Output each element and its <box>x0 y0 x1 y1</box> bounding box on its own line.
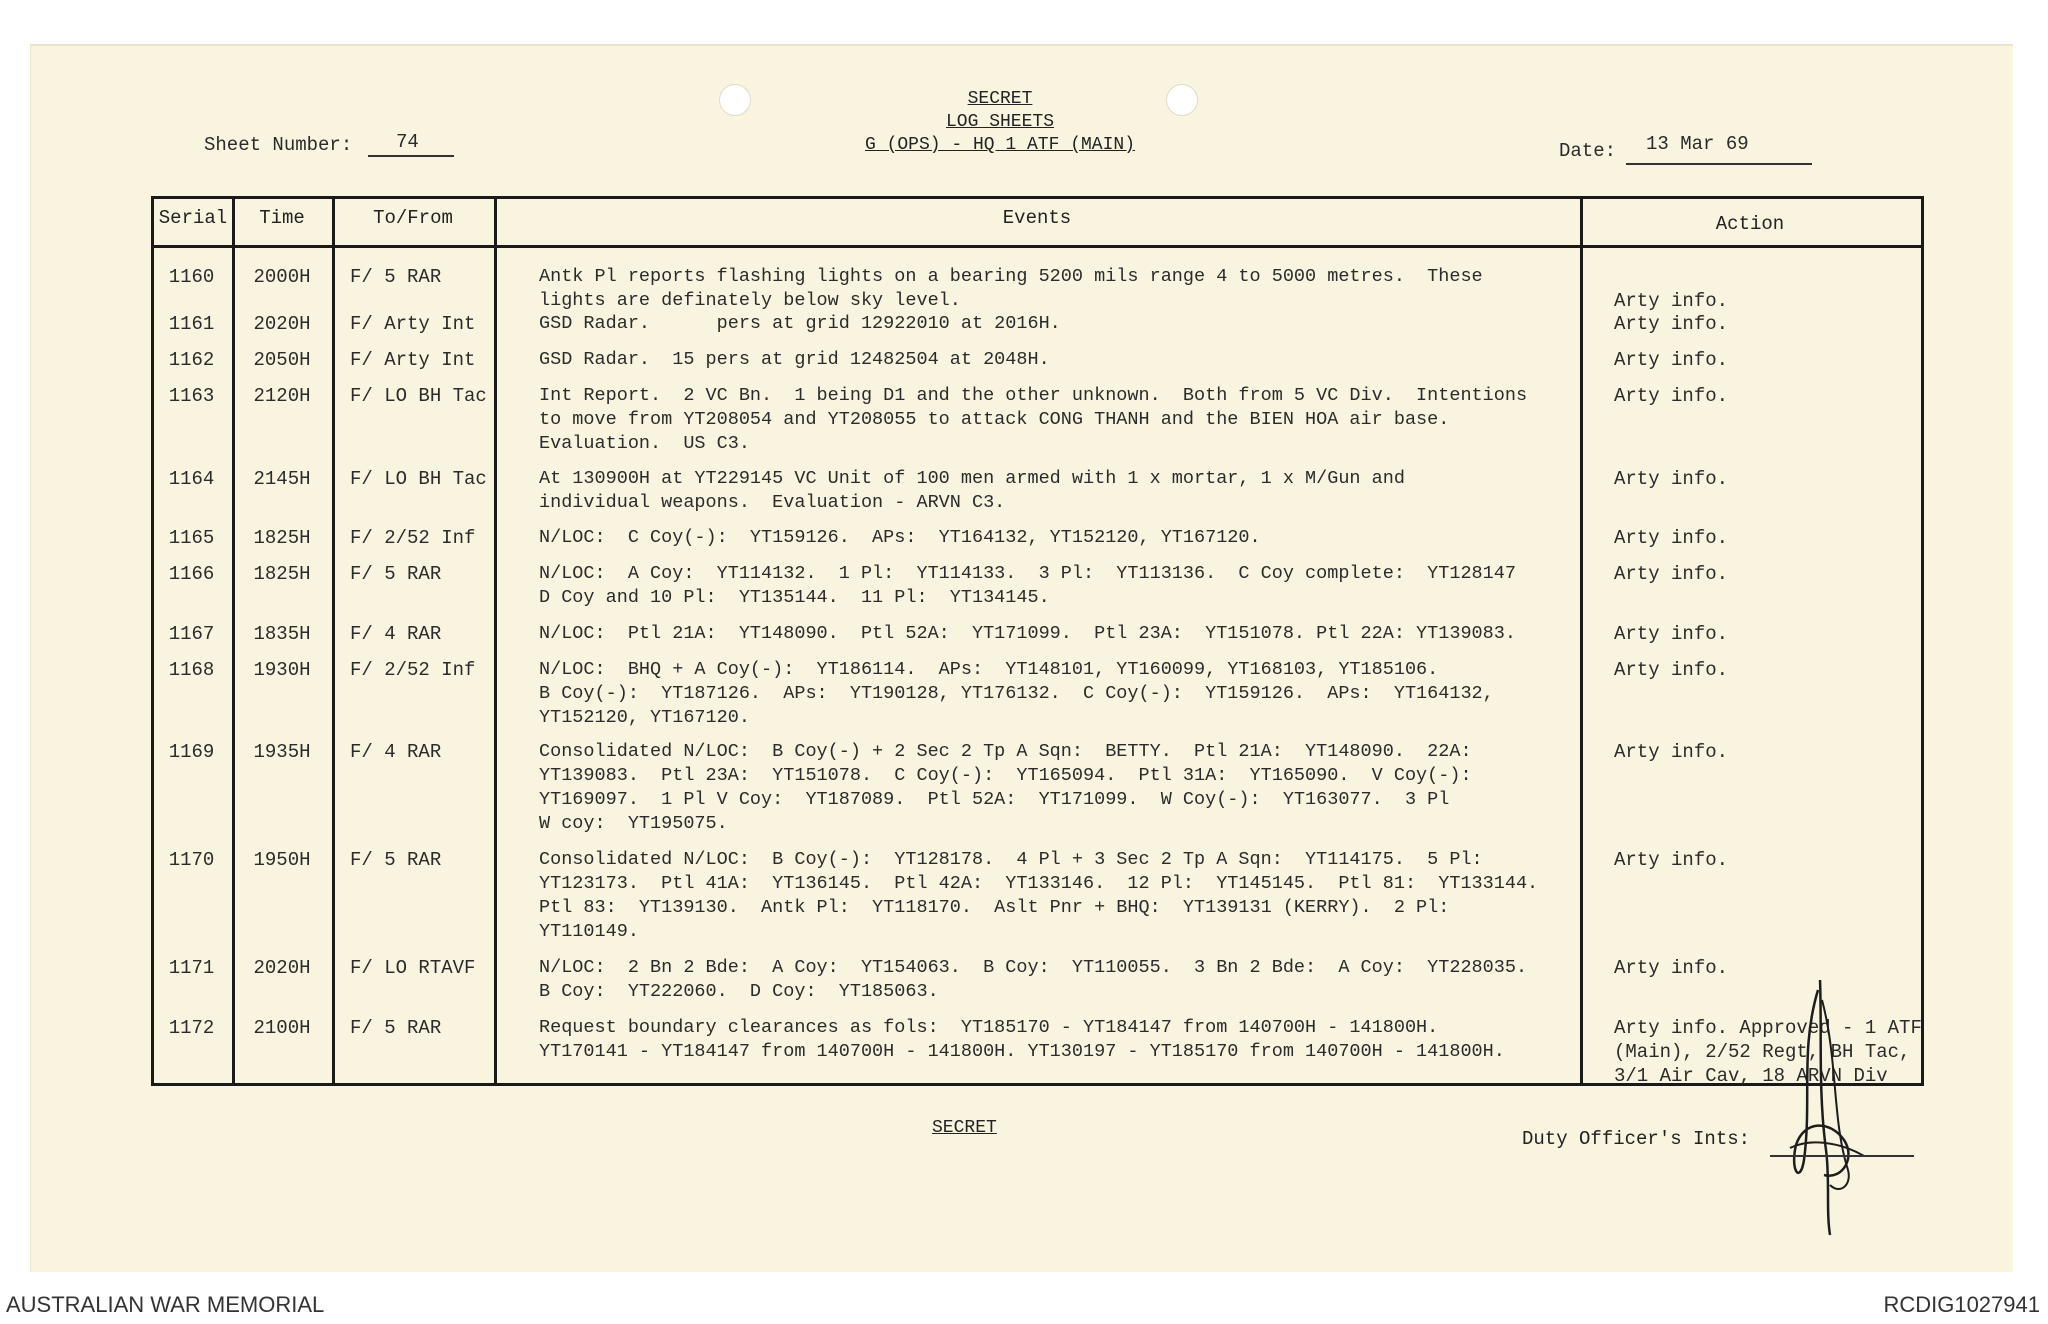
log-table <box>151 196 1924 1086</box>
time-cell: 1825H <box>253 527 311 549</box>
tofrom-cell: F/ 4 RAR <box>350 741 442 763</box>
time-cell: 2020H <box>253 957 311 979</box>
serial-cell: 1166 <box>168 563 215 585</box>
action-cell: Arty info. <box>1614 313 1729 335</box>
col-divider <box>332 199 335 1083</box>
events-cell: N/LOC: 2 Bn 2 Bde: A Coy: YT154063. B Coy: YT110055. 3 Bn 2 Bde: A Coy: YT228035. B Coy: YT222060. D Coy: YT185063. <box>539 957 1528 1002</box>
action-cell: Arty info. Approved - 1 ATF (Main), 2/52 Regt, BH Tac, 3/1 Air Cav, 18 ARVN Div <box>1614 1017 1922 1087</box>
time-cell: 2145H <box>253 468 311 490</box>
action-cell: Arty info. <box>1614 527 1729 549</box>
tofrom-cell: F/ LO BH Tac <box>350 385 487 407</box>
time-cell: 1835H <box>253 623 311 645</box>
events-cell: N/LOC: BHQ + A Coy(-): YT186114. APs: YT148101, YT160099, YT168103, YT185106. B Coy(-): YT187126. APs: YT190128, YT176132. C Coy(-): YT159126. APs: YT164132, YT152120, YT167120. <box>539 659 1494 728</box>
serial-cell: 1171 <box>168 957 215 979</box>
events-cell: N/LOC: Ptl 21A: YT148090. Ptl 52A: YT171099. Ptl 23A: YT151078. Ptl 22A: YT139083. <box>539 623 1516 644</box>
tofrom-cell: F/ 2/52 Inf <box>350 659 476 681</box>
tofrom-cell: F/ 2/52 Inf <box>350 527 476 549</box>
time-cell: 2120H <box>253 385 311 407</box>
tofrom-cell: F/ 5 RAR <box>350 849 442 871</box>
action-cell: Arty info. <box>1614 349 1729 371</box>
events-cell: Request boundary clearances as fols: YT185170 - YT184147 from 140700H - 141800H. YT170141 - YT184147 from 140700H - 141800H. YT130197 - YT185170 from 140700H - 141800H. <box>539 1017 1505 1062</box>
action-cell: Arty info. <box>1614 385 1729 407</box>
action-cell: Arty info. <box>1614 623 1729 645</box>
date-underline <box>1626 163 1812 165</box>
serial-cell: 1161 <box>168 313 215 335</box>
tofrom-cell: F/ 4 RAR <box>350 623 442 645</box>
duty-officer-signature <box>1760 970 1880 1240</box>
col-header-tofrom: To/From <box>373 207 453 229</box>
serial-cell: 1162 <box>168 349 215 371</box>
action-cell: Arty info. <box>1614 741 1729 763</box>
archive-footer <box>0 1290 2048 1324</box>
tofrom-cell: F/ LO RTAVF <box>350 957 476 979</box>
date-value: 13 Mar 69 <box>1646 133 1749 155</box>
archive-reference: RCDIG1027941 <box>1883 1292 2040 1317</box>
events-cell: Consolidated N/LOC: B Coy(-) + 2 Sec 2 Tp A Sqn: BETTY. Ptl 21A: YT148090. 22A: YT139083. Ptl 23A: YT151078. C Coy(-): YT165094. Ptl 31A: YT165090. V Coy(-): YT169097. 1 Pl V Coy: YT187089. Ptl 52A: YT171099. W Coy(-): YT163077. 3 Pl W coy: YT195075. <box>539 741 1472 834</box>
duty-officer-line <box>1770 1155 1914 1157</box>
time-cell: 1825H <box>253 563 311 585</box>
tofrom-cell: F/ 5 RAR <box>350 563 442 585</box>
action-cell: Arty info. <box>1614 563 1729 585</box>
events-cell: N/LOC: C Coy(-): YT159126. APs: YT164132, YT152120, YT167120. <box>539 527 1261 548</box>
serial-cell: 1168 <box>168 659 215 681</box>
action-cell: Arty info. <box>1614 849 1729 871</box>
duty-officer-label: Duty Officer's Ints: <box>1522 1128 1751 1150</box>
tofrom-cell: F/ Arty Int <box>350 349 476 371</box>
classification-top: SECRET <box>967 89 1033 109</box>
date-label: Date: <box>1559 140 1617 162</box>
time-cell: 1930H <box>253 659 311 681</box>
col-header-time: Time <box>259 207 305 229</box>
punch-hole-left <box>719 84 751 116</box>
unit-title: G (OPS) - HQ 1 ATF (MAIN) <box>864 135 1136 155</box>
time-cell: 1935H <box>253 741 311 763</box>
tofrom-cell: F/ 5 RAR <box>350 266 442 288</box>
header-rule <box>154 245 1921 248</box>
log-sheets-title: LOG SHEETS <box>945 112 1055 132</box>
classification-bottom: SECRET <box>932 1118 997 1138</box>
serial-cell: 1164 <box>168 468 215 490</box>
serial-cell: 1165 <box>168 527 215 549</box>
time-cell: 2000H <box>253 266 311 288</box>
col-header-serial: Serial <box>158 207 228 229</box>
serial-cell: 1169 <box>168 741 215 763</box>
events-cell: Int Report. 2 VC Bn. 1 being D1 and the other unknown. Both from 5 VC Div. Intentions to move from YT208054 and YT208055 to attack CONG THANH and the BIEN HOA air base. Evaluation. US C3. <box>539 385 1528 454</box>
action-cell: Arty info. <box>1614 957 1729 979</box>
col-header-events: Events <box>1002 207 1072 229</box>
time-cell: 2100H <box>253 1017 311 1039</box>
time-cell: 1950H <box>253 849 311 871</box>
tofrom-cell: F/ Arty Int <box>350 313 476 335</box>
serial-cell: 1160 <box>168 266 215 288</box>
events-cell: Consolidated N/LOC: B Coy(-): YT128178. 4 Pl + 3 Sec 2 Tp A Sqn: YT114175. 5 Pl: YT123173. Ptl 41A: YT136145. Ptl 42A: YT133146. 12 Pl: YT145145. Ptl 81: YT133144. Ptl 83: YT139130. Antk Pl: YT118170. Aslt Pnr + BHQ: YT139131 (KERRY). 2 Pl: YT110149. <box>539 849 1539 942</box>
sheet-number-value: 74 <box>396 131 419 153</box>
action-cell: Arty info. <box>1614 468 1729 490</box>
events-cell: N/LOC: A Coy: YT114132. 1 Pl: YT114133. 3 Pl: YT113136. C Coy complete: YT128147 D Coy and 10 Pl: YT135144. 11 Pl: YT134145. <box>539 563 1516 608</box>
col-header-action: Action <box>1715 213 1785 235</box>
archive-institution: AUSTRALIAN WAR MEMORIAL <box>6 1292 325 1317</box>
action-cell: Arty info. <box>1614 659 1729 681</box>
action-cell: Arty info. <box>1614 290 1729 312</box>
tofrom-cell: F/ 5 RAR <box>350 1017 442 1039</box>
serial-cell: 1170 <box>168 849 215 871</box>
time-cell: 2050H <box>253 349 311 371</box>
serial-cell: 1167 <box>168 623 215 645</box>
tofrom-cell: F/ LO BH Tac <box>350 468 487 490</box>
events-cell: Antk Pl reports flashing lights on a bearing 5200 mils range 4 to 5000 metres. These lights are definately below sky level. <box>539 266 1483 311</box>
sheet-number-label: Sheet Number: <box>204 134 353 156</box>
sheet-number-underline <box>368 155 454 157</box>
serial-cell: 1172 <box>168 1017 215 1039</box>
events-cell: GSD Radar. pers at grid 12922010 at 2016H. <box>539 313 1061 334</box>
events-cell: GSD Radar. 15 pers at grid 12482504 at 2048H. <box>539 349 1050 370</box>
events-cell: At 130900H at YT229145 VC Unit of 100 men armed with 1 x mortar, 1 x M/Gun and individual weapons. Evaluation - ARVN C3. <box>539 468 1405 513</box>
serial-cell: 1163 <box>168 385 215 407</box>
time-cell: 2020H <box>253 313 311 335</box>
